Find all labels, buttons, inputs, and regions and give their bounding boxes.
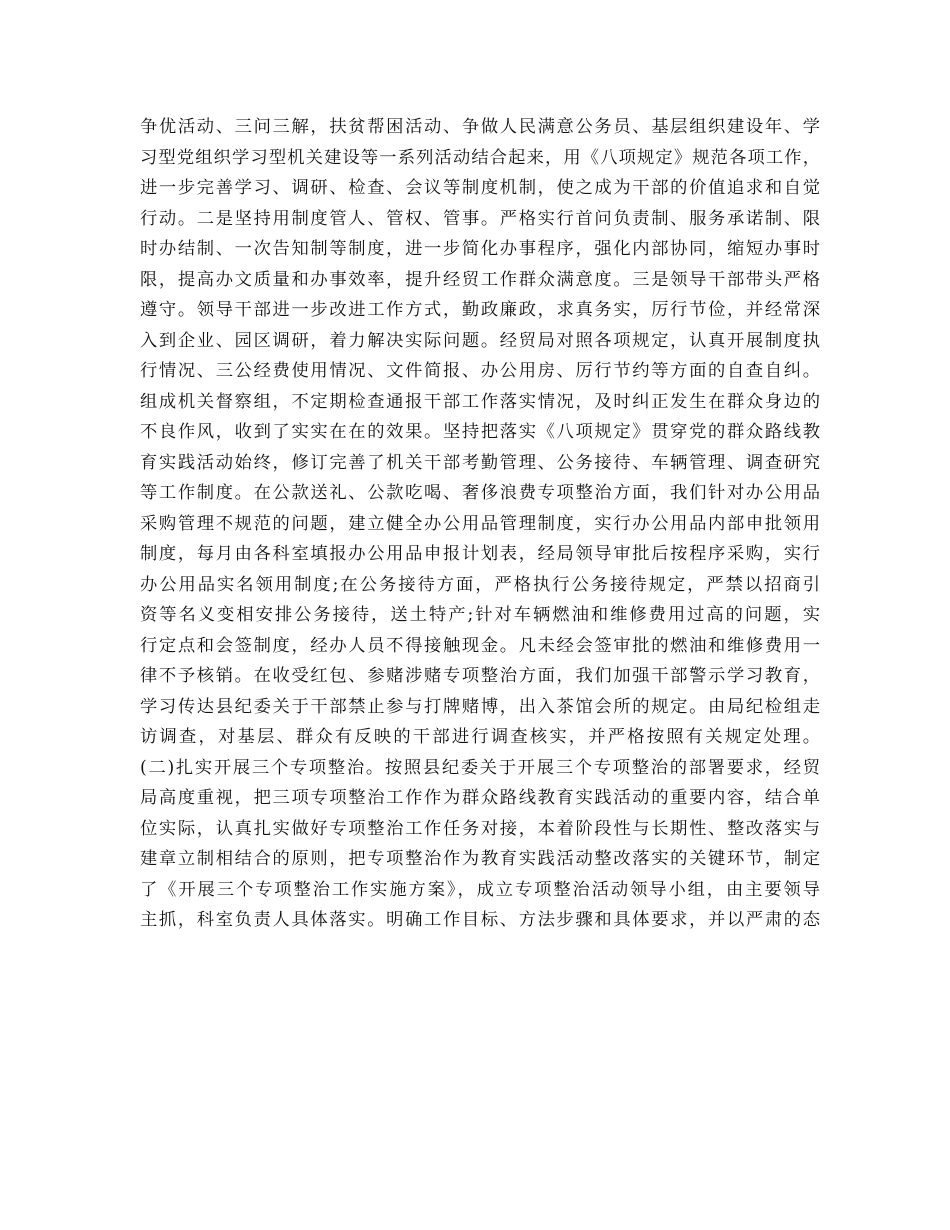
text-line: 争优活动、三问三解，扶贫帮困活动、争做人民满意公务员、基层组织建设年、学	[140, 117, 820, 137]
text-line: 建章立制相结合的原则，把专项整治作为教育实践活动整改落实的关键环节，制定	[140, 849, 820, 869]
text-line: 行情况、三公经费使用情况、文件简报、办公用房、厉行节约等方面的自查自纠。	[140, 361, 820, 381]
text-line: 主抓，科室负责人具体落实。明确工作目标、方法步骤和具体要求，并以严肃的态	[140, 910, 820, 930]
text-line: 入到企业、园区调研，着力解决实际问题。经贸局对照各项规定，认真开展制度执	[140, 330, 820, 351]
text-line: 育实践活动始终，修订完善了机关干部考勤管理、公务接待、车辆管理、调查研究	[140, 452, 820, 473]
text-line: 办公用品实名领用制度;在公务接待方面，严格执行公务接待规定，严禁以招商引	[140, 574, 820, 595]
text-line: 限，提高办文质量和办事效率，提升经贸工作群众满意度。三是领导干部带头严格	[140, 269, 820, 290]
text-line: 律不予核销。在收受红包、参赌涉赌专项整治方面，我们加强干部警示学习教育，	[140, 666, 820, 686]
document-body	[140, 112, 820, 936]
text-line: 等工作制度。在公款送礼、公款吃喝、奢侈浪费专项整治方面，我们针对办公用品	[140, 483, 820, 503]
text-line: 资等名义变相安排公务接待，送土特产;针对车辆燃油和维修费用过高的问题，实	[140, 605, 820, 625]
text-line: (二)扎实开展三个专项整治。按照县纪委关于开展三个专项整治的部署要求，经贸	[140, 757, 820, 778]
text-line: 不良作风，收到了实实在在的效果。坚持把落实《八项规定》贯穿党的群众路线教	[140, 422, 820, 442]
text-line: 局高度重视，把三项专项整治工作作为群众路线教育实践活动的重要内容，结合单	[140, 788, 820, 808]
text-line: 访调查，对基层、群众有反映的干部进行调查核实，并严格按照有关规定处理。	[140, 727, 820, 747]
text-line: 行定点和会签制度，经办人员不得接触现金。凡未经会签审批的燃油和维修费用一	[140, 635, 820, 656]
text-line: 位实际，认真扎实做好专项整治工作任务对接，本着阶段性与长期性、整改落实与	[140, 818, 820, 839]
text-line: 进一步完善学习、调研、检查、会议等制度机制，使之成为干部的价值追求和自觉	[140, 178, 820, 198]
text-line: 组成机关督察组，不定期检查通报干部工作落实情况，及时纠正发生在群众身边的	[140, 391, 820, 412]
text-line: 学习传达县纪委关于干部禁止参与打牌赌博，出入茶馆会所的规定。由局纪检组走	[140, 696, 820, 717]
text-line: 行动。二是坚持用制度管人、管权、管事。严格实行首问负责制、服务承诺制、限	[140, 208, 820, 229]
text-line: 习型党组织学习型机关建设等一系列活动结合起来，用《八项规定》规范各项工作，	[140, 147, 820, 168]
text-line: 采购管理不规范的问题，建立健全办公用品管理制度，实行办公用品内部申批领用	[140, 513, 820, 534]
text-line: 时办结制、一次告知制等制度，进一步简化办事程序，强化内部协同，缩短办事时	[140, 239, 820, 259]
text-line: 遵守。领导干部进一步改进工作方式，勤政廉政，求真务实，厉行节俭，并经常深	[140, 300, 820, 320]
text-line: 了《开展三个专项整治工作实施方案》，成立专项整治活动领导小组，由主要领导	[140, 879, 820, 900]
text-line: 制度，每月由各科室填报办公用品申报计划表，经局领导审批后按程序采购，实行	[140, 544, 820, 564]
